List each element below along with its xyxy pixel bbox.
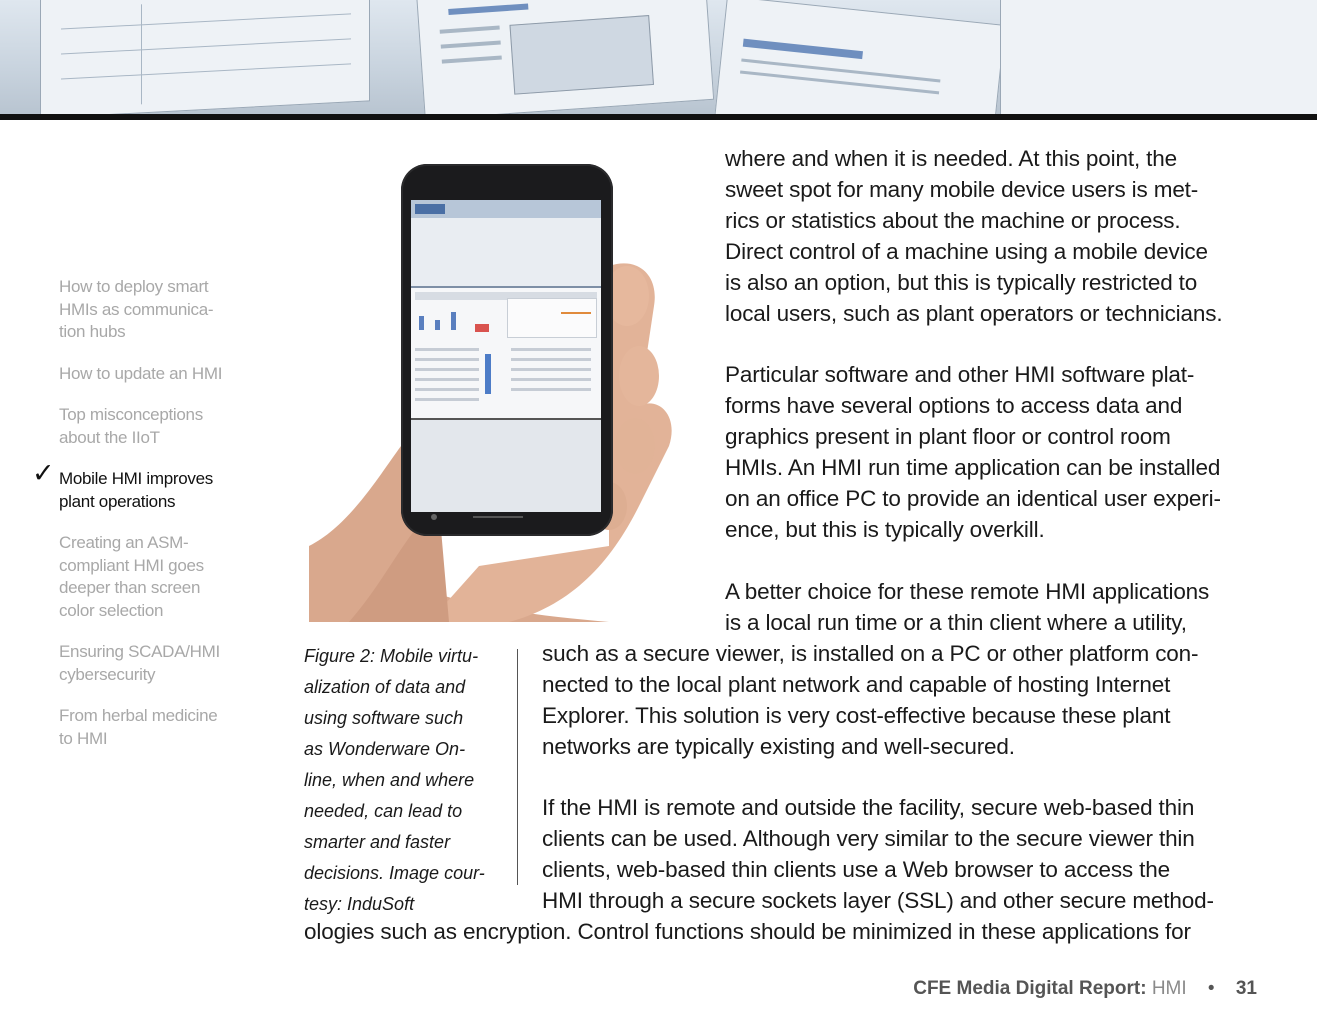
caption-line: tesy: InduSoft	[304, 894, 415, 914]
body-paragraph-4	[542, 792, 1214, 916]
toc-item-label: about the IIoT	[59, 427, 160, 447]
caption-line: using software such	[304, 708, 464, 728]
toc-item-herbal-medicine[interactable]	[34, 705, 244, 750]
body-paragraph-2	[725, 359, 1221, 545]
body-line: HMI through a secure sockets layer (SSL) and other secure method-	[542, 888, 1214, 913]
caption-line: needed, can lead to	[304, 801, 463, 821]
body-line: Direct control of a machine using a mobile device	[725, 239, 1208, 264]
toc-item-label: color selection	[59, 600, 164, 620]
header-rule	[0, 114, 1317, 120]
body-line: forms have several options to access data and	[725, 393, 1183, 418]
toc-item-label: Creating an ASM-	[59, 533, 189, 552]
body-paragraph-3-bottom	[542, 638, 1198, 762]
caption-divider	[517, 649, 518, 885]
toc-item-label: From herbal medicine	[59, 706, 218, 725]
toc-item-update-hmi[interactable]	[34, 363, 244, 386]
toc-item-asm-compliant-hmi[interactable]	[34, 532, 244, 622]
toc-item-label: plant operations	[59, 491, 176, 511]
caption-line: alization of data and	[304, 677, 466, 697]
toc-item-label: How to deploy smart	[59, 277, 209, 296]
figure-mobile-hmi-photo	[309, 146, 706, 622]
body-paragraph-1	[725, 143, 1222, 329]
figure-caption	[304, 643, 509, 922]
body-line: is a local run time or a thin client where a utility,	[725, 610, 1187, 635]
phone-screen-lower-panel	[411, 418, 601, 512]
toc-item-label: How to update an HMI	[59, 363, 223, 383]
body-paragraph-5	[304, 916, 1191, 947]
banner-screen-panel	[714, 0, 1005, 116]
body-line: on an office PC to provide an identical user experi-	[725, 486, 1221, 511]
body-line: local users, such as plant operators or technicians.	[725, 301, 1223, 326]
caption-line: Figure 2: Mobile virtu-	[304, 646, 479, 666]
smartphone	[401, 164, 613, 536]
banner-screen-panel	[416, 0, 714, 116]
caption-line: decisions. Image cour-	[304, 863, 485, 883]
toc-item-label: tion hubs	[59, 322, 126, 341]
footer-separator: •	[1207, 978, 1215, 999]
checkmark-icon: ✓	[32, 458, 55, 489]
body-paragraph-3-top	[725, 576, 1209, 638]
toc-item-label: Top misconceptions	[59, 405, 203, 424]
toc-item-mobile-hmi[interactable]	[32, 458, 244, 513]
body-line: nected to the local plant network and capable of hosting Internet	[542, 672, 1171, 697]
body-line: graphics present in plant floor or control room	[725, 424, 1171, 449]
phone-camera-dot	[431, 514, 437, 520]
caption-line: line, when and where	[304, 770, 475, 790]
body-line: ologies such as encryption. Control functions should be minimized in these applications for	[304, 919, 1191, 944]
body-line: ence, but this is typically overkill.	[725, 517, 1045, 542]
body-line: sweet spot for many mobile device users is met-	[725, 177, 1199, 202]
body-line: networks are typically existing and well-secured.	[542, 734, 1015, 759]
banner-screen-panel	[1000, 0, 1317, 116]
page-number: 31	[1235, 978, 1257, 999]
toc-item-iiot-misconceptions[interactable]	[34, 404, 244, 449]
body-line: HMIs. An HMI run time application can be installed	[725, 455, 1221, 480]
phone-screen-dashboard	[411, 286, 601, 418]
body-line: A better choice for these remote HMI applications	[725, 579, 1210, 604]
caption-line: as Wonderware On-	[304, 739, 466, 759]
toc-item-scada-cybersecurity[interactable]	[34, 641, 244, 686]
body-line: where and when it is needed. At this point, the	[725, 146, 1178, 171]
body-line: If the HMI is remote and outside the facility, secure web-based thin	[542, 795, 1195, 820]
body-line: is also an option, but this is typically restricted to	[725, 270, 1198, 295]
body-line: such as a secure viewer, is installed on a PC or other platform con-	[542, 641, 1199, 666]
banner-screen-panel	[40, 0, 370, 116]
toc-item-label: compliant HMI goes	[59, 555, 204, 575]
toc-item-label: Ensuring SCADA/HMI	[59, 642, 220, 661]
toc-sidebar	[34, 276, 244, 769]
body-line: Particular software and other HMI software plat-	[725, 362, 1195, 387]
footer-publication: CFE Media Digital Report:	[913, 978, 1147, 999]
toc-item-label: cybersecurity	[59, 664, 156, 684]
page-footer	[913, 978, 1257, 1000]
toc-item-label: Mobile HMI improves	[59, 469, 213, 488]
body-line: rics or statistics about the machine or process.	[725, 208, 1181, 233]
body-line: clients can be used. Although very similar to the secure viewer thin	[542, 826, 1195, 851]
phone-screen	[411, 200, 601, 512]
toc-item-label: to HMI	[59, 728, 108, 748]
phone-screen-tab	[415, 204, 445, 214]
header-banner-image	[0, 0, 1317, 116]
toc-item-label: deeper than screen	[59, 578, 201, 597]
phone-speaker-slot	[473, 516, 523, 518]
toc-item-label: HMIs as communica-	[59, 299, 214, 319]
toc-item-deploy-smart-hmis[interactable]	[34, 276, 244, 344]
body-line: Explorer. This solution is very cost-effective because these plant	[542, 703, 1171, 728]
body-line: clients, web-based thin clients use a Web browser to access the	[542, 857, 1170, 882]
caption-line: smarter and faster	[304, 832, 451, 852]
footer-topic: HMI	[1151, 978, 1187, 999]
